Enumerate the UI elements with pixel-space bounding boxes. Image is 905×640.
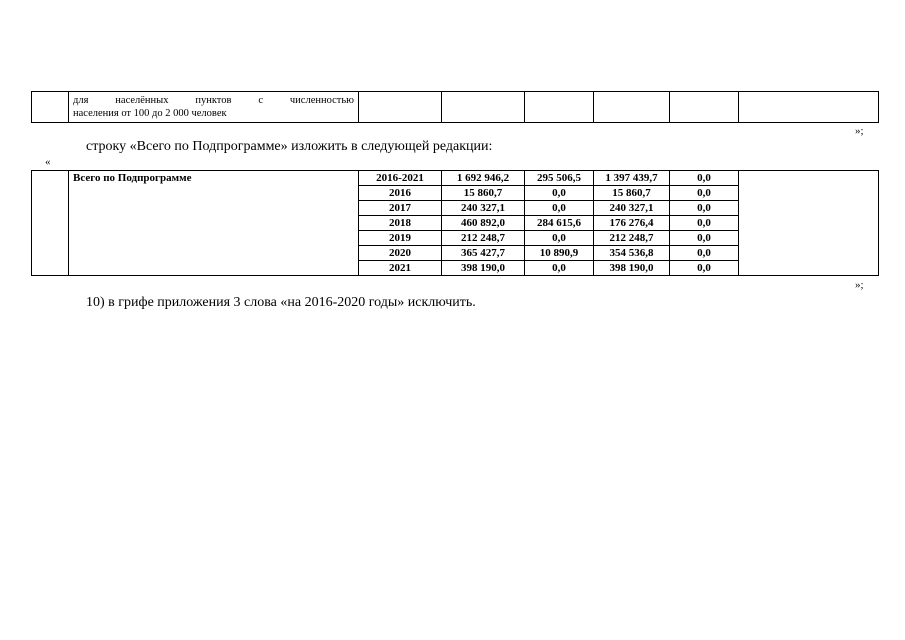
table-cell (525, 92, 594, 123)
federal-cell: 284 615,6 (525, 216, 594, 231)
year-cell: 2019 (359, 231, 442, 246)
close-quote-mark: »; (855, 125, 864, 137)
subprogram-total-table (31, 170, 879, 276)
table-cell (670, 92, 739, 123)
regional-cell: 240 327,1 (594, 201, 670, 216)
description-line-2: населения от 100 до 2 000 человек (73, 108, 227, 119)
regional-cell: 212 248,7 (594, 231, 670, 246)
open-quote-mark: « (45, 156, 51, 168)
description-line-1: для населённых пунктов с численностью (73, 95, 354, 106)
other-cell: 0,0 (670, 216, 739, 231)
row-description-cell (69, 92, 359, 123)
year-cell: 2016 (359, 186, 442, 201)
table-cell (739, 92, 879, 123)
other-cell: 0,0 (670, 171, 739, 186)
subtotal-label: Всего по Подпрограмме (69, 171, 359, 276)
total-cell: 212 248,7 (442, 231, 525, 246)
federal-cell: 295 506,5 (525, 171, 594, 186)
table-cell (442, 92, 525, 123)
other-cell: 0,0 (670, 246, 739, 261)
table-cell (594, 92, 670, 123)
regional-cell: 1 397 439,7 (594, 171, 670, 186)
other-cell: 0,0 (670, 231, 739, 246)
other-cell: 0,0 (670, 261, 739, 276)
total-cell: 1 692 946,2 (442, 171, 525, 186)
total-cell: 240 327,1 (442, 201, 525, 216)
regional-cell: 398 190,0 (594, 261, 670, 276)
regional-cell: 176 276,4 (594, 216, 670, 231)
total-cell: 460 892,0 (442, 216, 525, 231)
table-row (32, 92, 879, 123)
intro-paragraph: строку «Всего по Подпрограмме» изложить в следующей редакции: (86, 139, 493, 154)
table-row (32, 171, 879, 186)
year-cell: 2020 (359, 246, 442, 261)
regional-cell: 354 536,8 (594, 246, 670, 261)
item-10-paragraph: 10) в грифе приложения 3 слова «на 2016-2020 годы» исключить. (86, 295, 476, 310)
year-cell: 2021 (359, 261, 442, 276)
federal-cell: 0,0 (525, 186, 594, 201)
regional-cell: 15 860,7 (594, 186, 670, 201)
federal-cell: 10 890,9 (525, 246, 594, 261)
federal-cell: 0,0 (525, 201, 594, 216)
other-cell: 0,0 (670, 186, 739, 201)
notes-cell (739, 171, 879, 276)
federal-cell: 0,0 (525, 261, 594, 276)
total-cell: 365 427,7 (442, 246, 525, 261)
row-number-cell (32, 171, 69, 276)
close-quote-mark: »; (855, 279, 864, 291)
table-cell (359, 92, 442, 123)
year-cell: 2017 (359, 201, 442, 216)
other-cell: 0,0 (670, 201, 739, 216)
year-cell: 2018 (359, 216, 442, 231)
federal-cell: 0,0 (525, 231, 594, 246)
total-cell: 398 190,0 (442, 261, 525, 276)
total-cell: 15 860,7 (442, 186, 525, 201)
table-cell (32, 92, 69, 123)
program-table-fragment (31, 91, 879, 123)
year-cell: 2016-2021 (359, 171, 442, 186)
